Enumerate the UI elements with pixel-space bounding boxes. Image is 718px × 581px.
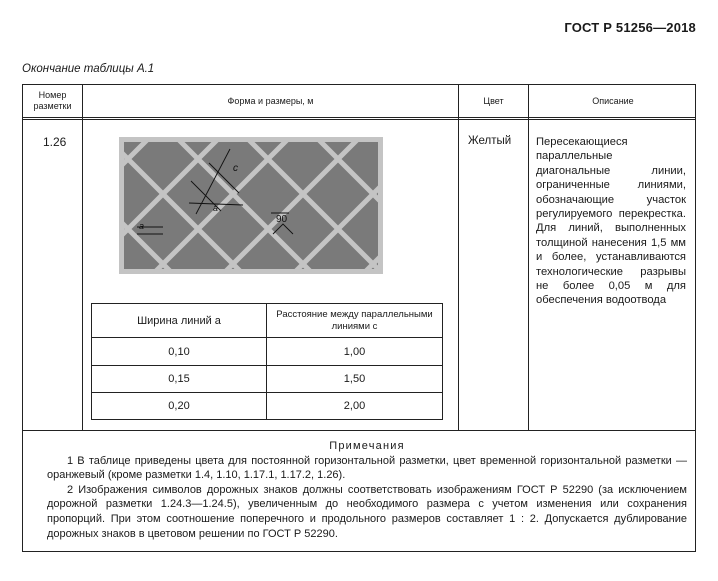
table-cell: 2,00 <box>267 393 443 420</box>
label-c: c <box>233 163 238 174</box>
asphalt-area <box>119 137 383 274</box>
notes-title: Примечания <box>329 440 405 452</box>
standard-designation: ГОСТ Р 51256—2018 <box>564 20 696 35</box>
col-divider <box>528 85 529 430</box>
dimension-table <box>91 303 443 420</box>
marking-description: Пересекающиеся параллельные диагональные линии, ограниченные линиями, обозначающие участок регулируемого перекрестка. Для линий, выполненных толщиной нанесения 1,5 мм и более, устанавливаются технологические разрывы не более 0,05 м для обеспечения водоотвода <box>536 136 686 307</box>
column-header-description: Описание <box>592 95 634 106</box>
markings-table <box>22 84 696 552</box>
marking-drawing <box>93 135 393 285</box>
col-divider <box>82 85 83 430</box>
marking-number: 1.26 <box>43 135 67 149</box>
label-a-left: a <box>139 221 145 231</box>
marking-color: Желтый <box>468 135 512 147</box>
label-a-upper: a <box>213 203 219 213</box>
table-cell: 1,00 <box>267 338 443 366</box>
table-caption: Окончание таблицы А.1 <box>22 63 155 75</box>
table-cell: 1,50 <box>267 366 443 393</box>
header-divider <box>23 119 695 120</box>
crosshatch-marking-figure <box>93 135 393 280</box>
notes-section <box>47 439 687 541</box>
dimension-header-width: Ширина линий a <box>92 304 267 338</box>
dimension-header-spacing: Расстояние между параллельными линиями c <box>267 304 443 338</box>
label-angle: 90 <box>276 214 288 225</box>
table-cell: 0,10 <box>92 338 267 366</box>
notes-divider <box>23 430 695 431</box>
col-divider <box>458 85 459 430</box>
column-header-number: Номер разметки <box>33 90 72 111</box>
table-cell: 0,20 <box>92 393 267 420</box>
header-divider <box>23 117 695 118</box>
column-header-color: Цвет <box>483 95 504 106</box>
note-item: 1 В таблице приведены цвета для постоянной горизонтальной разметки, цвет временной горизонтальной разметки — оранжевый (кроме разметки 1.4, 1.10, 1.17.1, 1.17.2, 1.26). <box>47 454 687 482</box>
note-item: 2 Изображения символов дорожных знаков должны соответствовать изображениям ГОСТ Р 52290 (за исключением дорожной разметки 1.24.3—1.24.5), увеличенным до необходимого размера с учетом изменения или сохранения пропорций. При этом соотношение поперечного и продольного размеров составляет 1 : 2. Допускается дублирование дорожных знаков в цветовом решении по ГОСТ Р 52290. <box>47 483 687 540</box>
column-header-form: Форма и размеры, м <box>227 95 314 106</box>
table-cell: 0,15 <box>92 366 267 393</box>
